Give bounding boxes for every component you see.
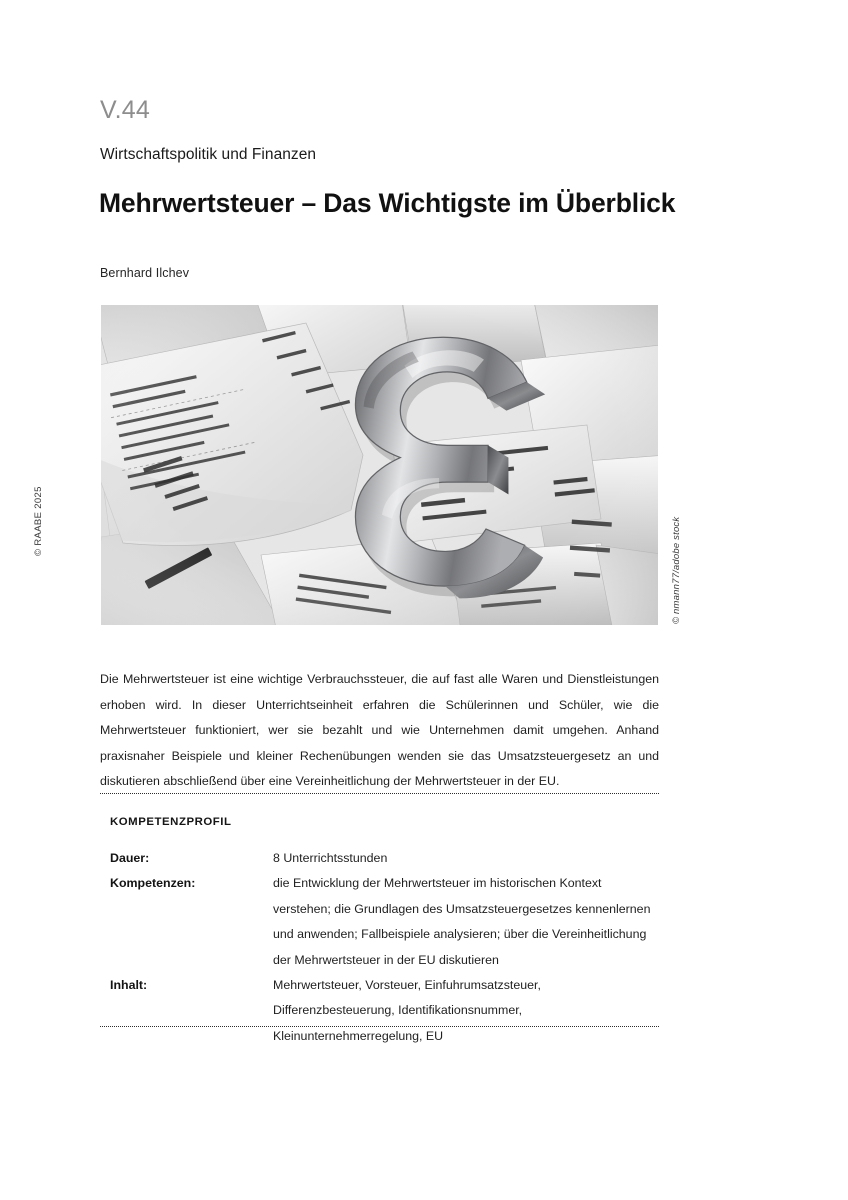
photo-credit: © nmann77/adobe stock xyxy=(671,516,682,624)
row-label-kompetenzen: Kompetenzen: xyxy=(110,876,196,891)
row-label-dauer: Dauer: xyxy=(110,851,150,865)
page-title: Mehrwertsteuer – Das Wichtigste im Überblick xyxy=(99,188,676,218)
hero-photo-illustration xyxy=(101,305,658,625)
row-value-kompetenzen: die Entwicklung der Mehrwertsteuer im historischen Kontext verstehen; die Grundlagen des Umsatzsteuergesetzes kennenlernen und anwenden; Fallbeispiele analysieren; über die Vereinheitlichung der Mehrwertsteuer in der EU diskutieren xyxy=(273,876,651,967)
row-label-inhalt: Inhalt: xyxy=(110,978,148,993)
intro-paragraph: Die Mehrwertsteuer ist eine wichtige Verbrauchssteuer, die auf fast alle Waren und Dienstleistungen erhoben wird. In dieser Unterrichtseinheit erfahren die Schülerinnen und Schüler, wie die Mehrwertsteuer funktioniert, wer sie bezahlt und wie Unternehmen damit umgehen. Anhand praxisnaher Beispiele und kleiner Rechenübungen wenden sie das Umsatzsteuergesetz an und diskutieren abschließend über eine Vereinheitlichung der Mehrwertsteuer in der EU. xyxy=(100,672,659,789)
row-value-dauer: 8 Unterrichtsstunden xyxy=(273,851,388,865)
table-row xyxy=(110,871,658,973)
row-value-inhalt: Mehrwertsteuer, Vorsteuer, Einfuhrumsatzsteuer, Differenzbesteuerung, Identifikationsnummer, Kleinunternehmerregelung, EU xyxy=(273,978,541,1043)
hero-photo xyxy=(101,305,658,625)
series-subtitle: Wirtschaftspolitik und Finanzen xyxy=(100,146,317,163)
author-name: Bernhard Ilchev xyxy=(100,266,190,280)
issue-code: V.44 xyxy=(100,96,150,124)
divider-top xyxy=(100,793,659,794)
competence-profile-table xyxy=(110,846,658,1049)
divider-bottom xyxy=(100,1026,659,1027)
table-row xyxy=(110,846,658,871)
table-row xyxy=(110,973,658,1049)
competence-profile-heading: KOMPETENZPROFIL xyxy=(110,816,232,828)
side-copyright: © RAABE 2025 xyxy=(33,486,44,556)
